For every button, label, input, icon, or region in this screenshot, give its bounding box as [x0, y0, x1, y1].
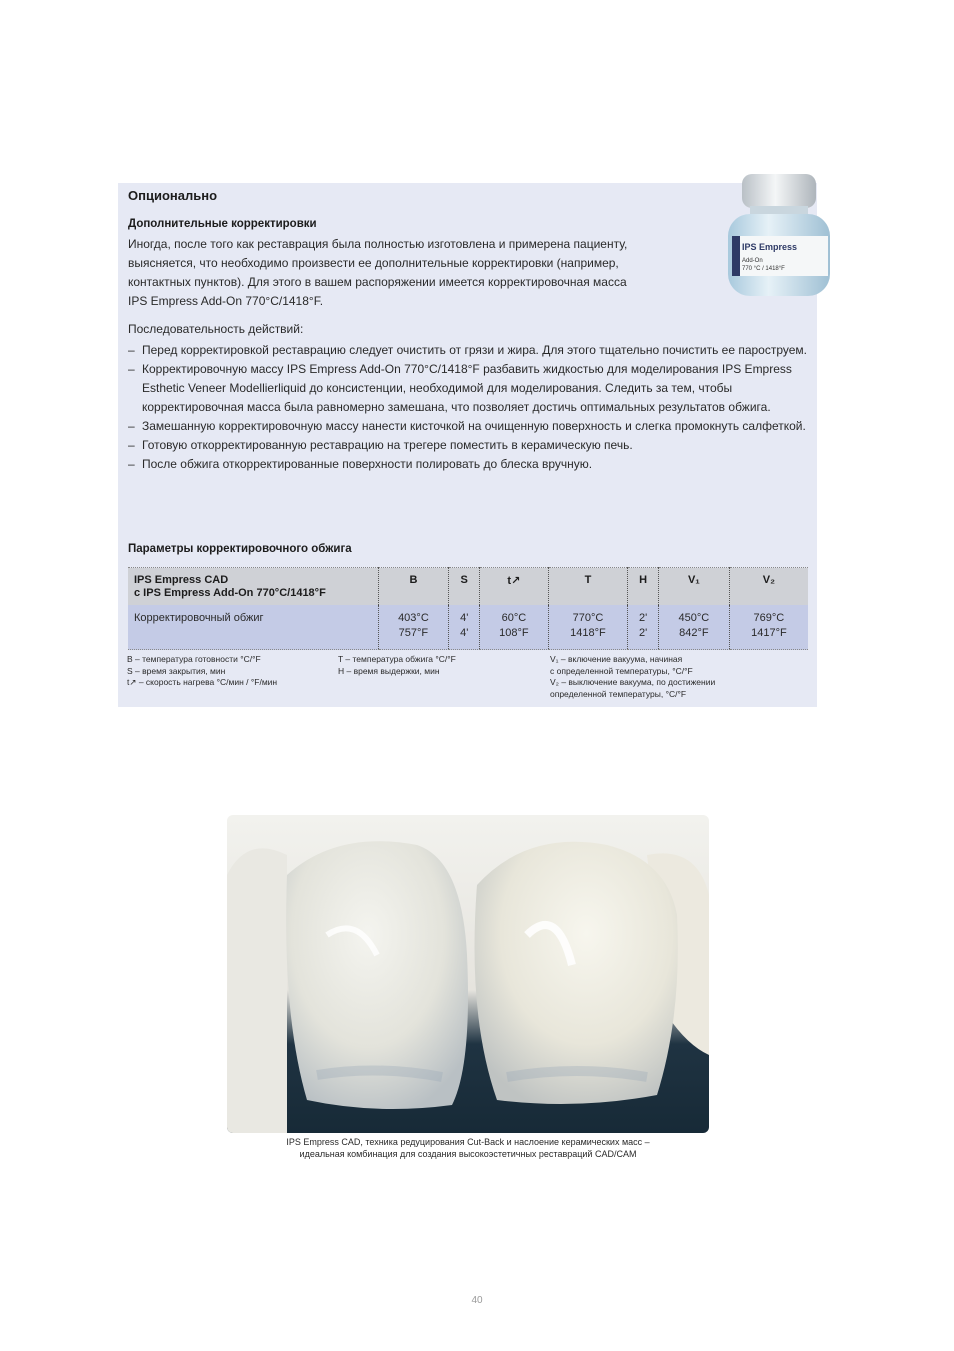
- column-header-b: B: [378, 568, 449, 606]
- cell-value-f: 1418°F: [570, 627, 606, 639]
- section-subtitle: Дополнительные корректировки: [128, 218, 317, 230]
- params-title: Параметры корректировочного обжига: [128, 543, 352, 555]
- step-item: – Корректировочную массу IPS Empress Add-On 770°C/1418°F разбавить жидкостью для моделирования IPS Empress Esthetic Veneer Modellierliquid до консистенции, необходимой для моделирования. Следить за тем, чтобы корректировочная масса была равномерно замешана, что позволяет достичь оптимальных результатов обжига.: [128, 360, 808, 417]
- step-item: – После обжига откорректированные поверхности полировать до блеска вручную.: [128, 455, 808, 474]
- jar-label-line-2: 770 °C / 1418°F: [742, 266, 785, 272]
- legend-item: S – время закрытия, мин: [127, 665, 226, 676]
- intro-line: выясняется, что необходимо произвести ее дополнительные корректировки (например,: [128, 256, 619, 270]
- cell-value-f: 842°F: [679, 627, 709, 639]
- legend-col-1: [127, 654, 277, 689]
- cell-v1: [658, 605, 729, 650]
- cell-s: [449, 605, 480, 650]
- legend-item: t↗ – скорость нагрева °C/мин / °F/мин: [127, 677, 278, 687]
- column-header-h: H: [628, 568, 659, 606]
- cell-v2: [729, 605, 808, 650]
- cell-value-c: 450°C: [678, 612, 710, 624]
- column-header-t: T: [548, 568, 628, 606]
- legend-item: T – температура обжига °C/°F: [338, 654, 456, 664]
- cell-h: [628, 605, 659, 650]
- page-number: 40: [471, 1295, 483, 1306]
- header-material-line-2: с IPS Empress Add-On 770°C/1418°F: [134, 587, 326, 599]
- cell-value-c: 403°C: [398, 612, 429, 624]
- sequence-title: Последовательность действий:: [128, 322, 304, 336]
- header-material-line-1: IPS Empress CAD: [134, 574, 229, 586]
- firing-params-table: [128, 567, 808, 650]
- legend-item: V₂ – выключение вакуума, по достижении: [550, 677, 716, 687]
- cell-value-c: 60°C: [501, 612, 527, 624]
- cell-t-rate: [480, 605, 549, 650]
- table-header-row: [128, 568, 808, 606]
- table-header-material: [128, 568, 378, 606]
- legend-item: определенной температуры, °C/°F: [550, 688, 687, 699]
- step-item: – Готовую откорректированную реставрацию на трегере поместить в керамическую печь.: [128, 436, 808, 455]
- column-header-v1: V₁: [658, 568, 729, 606]
- legend-item: B – температура готовности °C/°F: [127, 654, 261, 664]
- intro-paragraph: [128, 235, 698, 311]
- cell-t: [548, 605, 628, 650]
- jar-label-line-1: Add-On: [742, 258, 763, 264]
- legend-item: V₁ – включение вакуума, начиная: [550, 654, 683, 664]
- jar-brand: IPS Empress: [742, 242, 798, 252]
- add-on-jar-image: [724, 170, 834, 300]
- legend-col-3: [550, 654, 715, 700]
- caption-line: IPS Empress CAD, техника редуцирования Cut-Back и наслоение керамических масс –: [286, 1137, 650, 1147]
- intro-line: контактных пунктов). Для этого в вашем распоряжении имеется корректировочная масса: [128, 275, 627, 289]
- cell-value-c: 4': [460, 612, 469, 624]
- cell-value-f: 108°F: [499, 627, 529, 639]
- photo-caption: [227, 1136, 709, 1160]
- table-row: [128, 605, 808, 650]
- step-item: – Перед корректировкой реставрацию следует очистить от грязи и жира. Для этого тщательно почистить ее пароструем.: [128, 341, 808, 360]
- caption-line: идеальная комбинация для создания высокоэстетичных реставраций CAD/CAM: [299, 1149, 637, 1159]
- cell-value-f: 2': [639, 627, 648, 639]
- column-header-v2: V₂: [729, 568, 808, 606]
- cell-value-f: 4': [460, 627, 469, 639]
- cell-value-c: 2': [639, 612, 648, 624]
- section-title: Опционально: [128, 188, 218, 203]
- row-label: Корректировочный обжиг: [128, 605, 378, 650]
- legend-item: H – время выдержки, мин: [338, 665, 440, 676]
- legend-col-2: [338, 654, 456, 677]
- restoration-teeth-photo: [227, 815, 709, 1133]
- legend-item: с определенной температуры, °C/°F: [550, 665, 693, 676]
- column-header-s: S: [449, 568, 480, 606]
- intro-line: IPS Empress Add-On 770°C/1418°F.: [128, 294, 324, 308]
- cell-value-f: 1417°F: [751, 627, 787, 639]
- intro-line: Иногда, после того как реставрация была полностью изготовлена и примерена пациенту,: [128, 237, 628, 251]
- cell-value-c: 769°C: [753, 612, 785, 624]
- step-item: – Замешанную корректировочную массу нанести кисточкой на очищенную поверхность и слегка промокнуть салфеткой.: [128, 417, 808, 436]
- cell-value-f: 757°F: [398, 627, 429, 639]
- steps-list: [128, 341, 808, 474]
- cell-b: [378, 605, 449, 650]
- column-header-t-rate: t↗: [480, 568, 549, 606]
- cell-value-c: 770°C: [572, 612, 604, 624]
